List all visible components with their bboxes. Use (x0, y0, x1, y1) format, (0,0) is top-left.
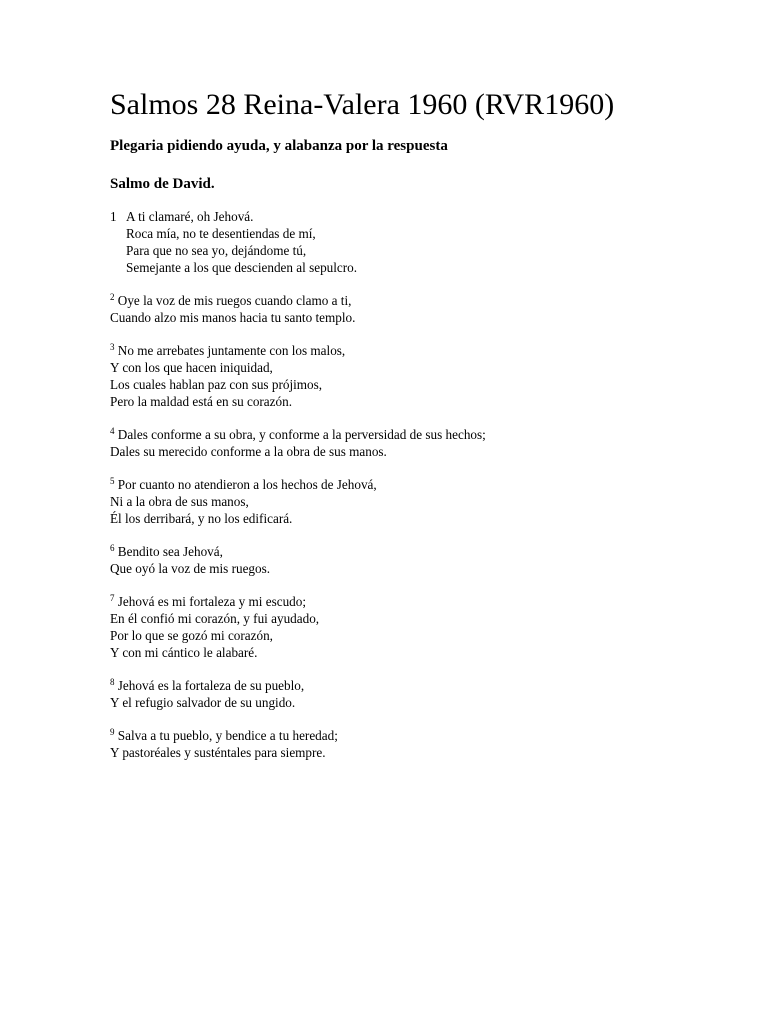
verse-line: Y con los que hacen iniquidad, (110, 360, 273, 375)
verse-line: Y con mi cántico le alabaré. (110, 645, 258, 660)
verse-line: Cuando alzo mis manos hacia tu santo templo. (110, 310, 356, 325)
verse-text: No me arrebates juntamente con los malos, (117, 343, 346, 358)
verse-line: Para que no sea yo, dejándome tú, (126, 243, 307, 258)
verse-3 (110, 342, 730, 410)
verse-number: 4 (110, 426, 115, 436)
verse-number: 8 (110, 677, 115, 687)
psalm-attribution: Salmo de David. (110, 176, 215, 192)
verse-line: Pero la maldad está en su corazón. (110, 394, 292, 409)
verse-7 (110, 593, 730, 661)
verse-text: Oye la voz de mis ruegos cuando clamo a ti, (117, 293, 352, 308)
verse-text: Salva a tu pueblo, y bendice a tu heredad; (117, 728, 338, 743)
verse-number: 5 (110, 476, 115, 486)
verse-line: Roca mía, no te desentiendas de mí, (126, 226, 316, 241)
verse-line (110, 476, 730, 493)
verse-line (110, 292, 730, 309)
verse-line (110, 426, 730, 443)
verse-5 (110, 476, 730, 527)
verse-line (110, 208, 730, 225)
verse-line: Ni a la obra de sus manos, (110, 494, 249, 509)
verse-number: 1 (110, 209, 117, 224)
verse-line: En él confió mi corazón, y fui ayudado, (110, 611, 320, 626)
verse-text: Dales conforme a su obra, y conforme a la perversidad de sus hechos; (117, 427, 486, 442)
verse-text: Bendito sea Jehová, (117, 544, 223, 559)
verse-line: Dales su merecido conforme a la obra de sus manos. (110, 444, 387, 459)
verse-text: A ti clamaré, oh Jehová. (126, 209, 254, 224)
verse-8 (110, 677, 730, 711)
verse-list (110, 208, 730, 777)
verse-text: Jehová es la fortaleza de su pueblo, (117, 678, 305, 693)
verse-text: Por cuanto no atendieron a los hechos de Jehová, (117, 477, 377, 492)
verse-line (110, 593, 730, 610)
verse-text: Jehová es mi fortaleza y mi escudo; (117, 594, 307, 609)
verse-line: Los cuales hablan paz con sus prójimos, (110, 377, 323, 392)
verse-6 (110, 543, 730, 577)
verse-number: 9 (110, 727, 115, 737)
section-subtitle: Plegaria pidiendo ayuda, y alabanza por la respuesta (110, 138, 448, 154)
verse-line: Por lo que se gozó mi corazón, (110, 628, 273, 643)
verse-line (110, 543, 730, 560)
verse-number: 2 (110, 292, 115, 302)
verse-4 (110, 426, 730, 460)
verse-1 (110, 208, 730, 276)
verse-number: 3 (110, 342, 115, 352)
verse-line (110, 677, 730, 694)
verse-number: 6 (110, 543, 115, 553)
verse-line (110, 342, 730, 359)
verse-number: 7 (110, 593, 115, 603)
verse-line: Él los derribará, y no los edificará. (110, 511, 293, 526)
verse-9 (110, 727, 730, 761)
verse-line: Y el refugio salvador de su ungido. (110, 695, 296, 710)
verse-line: Semejante a los que descienden al sepulcro. (126, 260, 358, 275)
verse-2 (110, 292, 730, 326)
verse-line: Que oyó la voz de mis ruegos. (110, 561, 271, 576)
verse-line (110, 727, 730, 744)
verse-line: Y pastoréales y susténtales para siempre. (110, 745, 326, 760)
page-title: Salmos 28 Reina-Valera 1960 (RVR1960) (110, 88, 615, 121)
